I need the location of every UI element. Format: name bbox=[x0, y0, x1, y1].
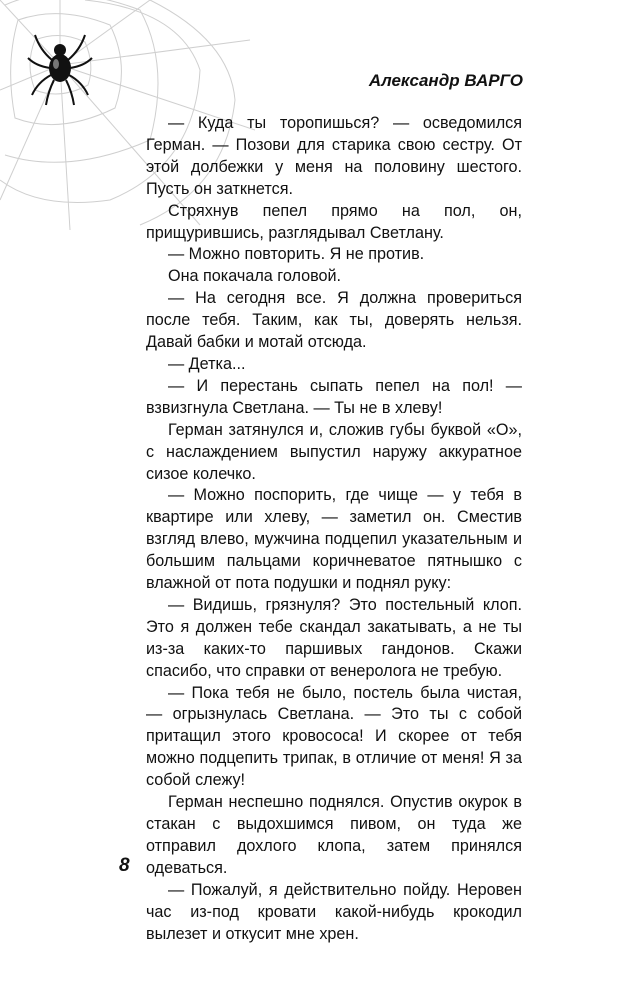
paragraph: — Куда ты торопишься? — осведомился Герман. — Позови для старика свою сестру. От этой долбежки у меня на половину шестого. Пусть он заткнется. bbox=[146, 114, 522, 198]
paragraph: — Пока тебя не было, постель была чистая, — огрызнулась Светлана. — Это ты с собой притащил этого кровососа! И скорее от тебя можно подцепить трипак, в отличие от меня! Я за собой слежу! bbox=[146, 683, 522, 790]
paragraph: Герман затянулся и, сложив губы буквой «О», с наслаждением выпустил наружу аккуратное сизое колечко. bbox=[146, 420, 522, 483]
paragraph: Герман неспешно поднялся. Опустив окурок в стакан с выдохшимся пивом, он туда же отправил дохлого клопа, затем принялся одеваться. bbox=[146, 793, 522, 877]
paragraph: Стряхнув пепел прямо на пол, он, прищурившись, разглядывал Светлану. bbox=[146, 201, 522, 242]
paragraph: — Видишь, грязнуля? Это постельный клоп. Это я должен тебе скандал закатывать, а не ты из-за каких-то паршивых гандонов. Скажи спасибо, что справки от венеролога не требую. bbox=[146, 595, 522, 680]
paragraph: — И перестань сыпать пепел на пол! — взвизгнула Светлана. — Ты не в хлеву! bbox=[146, 376, 522, 417]
paragraph: — Можно повторить. Я не против. bbox=[168, 245, 425, 264]
paragraph: — Можно поспорить, где чище — у тебя в квартире или хлеву, — заметил он. Сместив взгляд влево, мужчина подцепил указательным и большим пальцами коричневатое пятнышко с влажной от пота подушки и поднял руку: bbox=[146, 486, 522, 593]
paragraph: — Пожалуй, я действительно пойду. Неровен час из-под кровати какой-нибудь крокодил вылезет и откусит мне хрен. bbox=[146, 880, 522, 943]
paragraph: — Детка... bbox=[168, 354, 246, 373]
paragraph: — На сегодня все. Я должна провериться после тебя. Таким, как ты, доверять нельзя. Давай бабки и мотай отсюда. bbox=[146, 289, 522, 352]
running-header-author: Александр ВАРГО bbox=[368, 71, 523, 90]
spider-icon bbox=[28, 35, 92, 105]
body-text bbox=[146, 113, 522, 945]
paragraph: Она покачала головой. bbox=[168, 267, 342, 286]
page-number: 8 bbox=[119, 855, 130, 876]
